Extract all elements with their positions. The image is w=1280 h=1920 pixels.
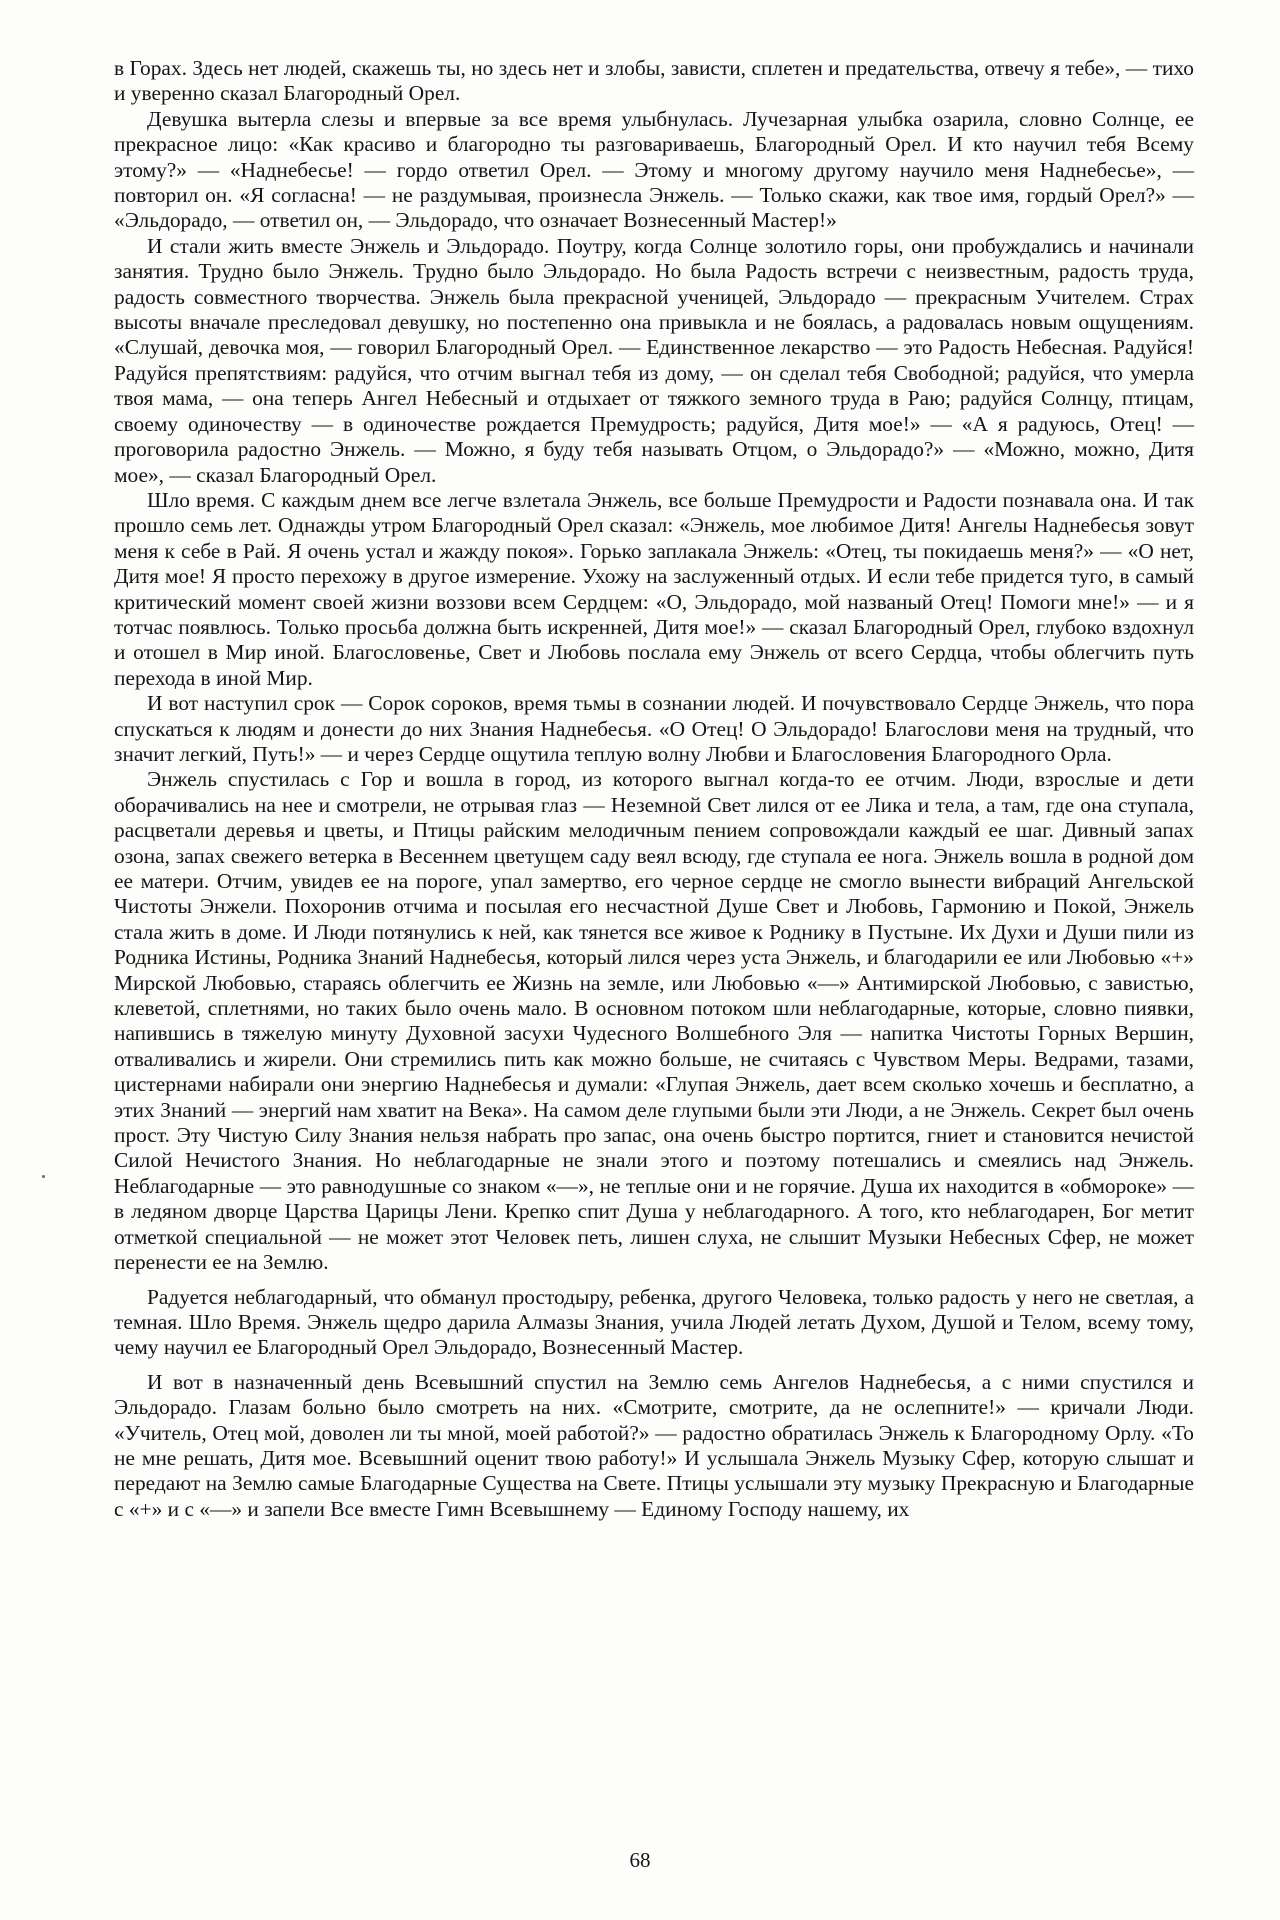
paragraph: И вот наступил срок — Сорок сороков, время тьмы в сознании людей. И почувствовало Сердце Энжель, что пора спускаться к людям и донести до них Знания Наднебесья. «О Отец! О Эльдорадо! Благослови меня на трудный, что значит легкий, Путь!» — и через Сердце ощутила теплую волну Любви и Благословения Благородного Орла. [114,691,1194,766]
paragraph: И стали жить вместе Энжель и Эльдорадо. Поутру, когда Солнце золотило горы, они пробуждались и начинали занятия. Трудно было Энжель. Трудно было Эльдорадо. Но была Радость встречи с неизвестным, радость труда, радость совместного творчества. Энжель была прекрасной ученицей, Эльдорадо — прекрасным Учителем. Страх высоты вначале преследовал девушку, но постепенно она привыкла и не боялась, а радовалась новым ощущениям. «Слушай, девочка моя, — говорил Благородный Орел. — Единственное лекарство — это Радость Небесная. Радуйся! Радуйся препятствиям: радуйся, что отчим выгнал тебя из дому, — он сделал тебя Свободной; радуйся, что умерла твоя мама, — она теперь Ангел Небесный и отдыхает от тяжкого земного труда в Раю; радуйся Солнцу, птицам, своему одиночеству — в одиночестве рождается Премудрость; радуйся, Дитя мое!» — «А я радуюсь, Отец! — проговорила радостно Энжель. — Можно, я буду тебя называть Отцом, о Эльдорадо?» — «Можно, можно, Дитя мое», — сказал Благородный Орел. [114,233,1194,487]
paragraph: Радуется неблагодарный, что обманул простодыру, ребенка, другого Человека, только радость у него не светлая, а темная. Шло Время. Энжель щедро дарила Алмазы Знания, учила Людей летать Духом, Душой и Телом, всему тому, чему научил ее Благородный Орел Эльдорадо, Вознесенный Мастер. [114,1284,1194,1360]
body-text [114,56,1194,1522]
paragraph: И вот в назначенный день Всевышний спустил на Землю семь Ангелов Наднебесья, а с ними спустился и Эльдорадо. Глазам больно было смотреть на них. «Смотрите, смотрите, да не ослепните!» — кричали Люди. «Учитель, Отец мой, доволен ли ты мной, моей работой?» — радостно обратилась Энжель к Благородному Орлу. «То не мне решать, Дитя мое. Всевышний оценит твою работу!» И услышала Энжель Музыку Сфер, которую слышат и передают на Землю самые Благодарные Существа на Свете. Птицы услышали эту музыку Прекрасную и Благодарные с «+» и с «—» и запели Все вместе Гимн Всевышнему — Единому Господу нашему, их [114,1369,1194,1521]
paragraph: Шло время. С каждым днем все легче взлетала Энжель, все больше Премудрости и Радости познавала она. И так прошло семь лет. Однажды утром Благородный Орел сказал: «Энжель, мое любимое Дитя! Ангелы Наднебесья зовут меня к себе в Рай. Я очень устал и жажду покоя». Горько заплакала Энжель: «Отец, ты покидаешь меня?» — «О нет, Дитя мое! Я просто перехожу в другое измерение. Ухожу на заслуженный отдых. И если тебе придется туго, в самый критический момент своей жизни воззови всем Сердцем: «О, Эльдорадо, мой названый Отец! Помоги мне!» — и я тотчас появлюсь. Только просьба должна быть искренней, Дитя мое!» — сказал Благородный Орел, глубоко вздохнул и отошел в Мир иной. Благословенье, Свет и Любовь послала ему Энжель от всего Сердца, чтобы облегчить путь перехода в иной Мир. [114,487,1194,690]
scan-speck [42,1175,45,1178]
paragraph: Девушка вытерла слезы и впервые за все время улыбнулась. Лучезарная улыбка озарила, словно Солнце, ее прекрасное лицо: «Как красиво и благородно ты разговариваешь, Благородный Орел. И кто научил тебя Всему этому?» — «Наднебесье! — гордо ответил Орел. — Этому и многому другому научило меня Наднебесье», — повторил он. «Я согласна! — не раздумывая, произнесла Энжель. — Только скажи, как твое имя, гордый Орел?» — «Эльдорадо, — ответил он, — Эльдорадо, что означает Вознесенный Мастер!» [114,106,1194,233]
paragraph: в Горах. Здесь нет людей, скажешь ты, но здесь нет и злобы, зависти, сплетен и предательства, отвечу я тебе», — тихо и уверенно сказал Благородный Орел. [114,56,1194,106]
page-number: 68 [629,1848,651,1872]
paragraph: Энжель спустилась с Гор и вошла в город, из которого выгнал когда-то ее отчим. Люди, взрослые и дети оборачивались на нее и смотрели, не отрывая глаз — Неземной Свет лился от ее Лика и тела, а там, где она ступала, расцветали деревья и цветы, и Птицы райским мелодичным пением сопровождали каждый ее шаг. Дивный запах озона, запах свежего ветерка в Весеннем цветущем саду веял всюду, где ступала ее нога. Энжель вошла в родной дом ее матери. Отчим, увидев ее на пороге, упал замертво, его черное сердце не смогло вынести вибраций Ангельской Чистоты Энжели. Похоронив отчима и посылая его несчастной Душе Свет и Любовь, Гармонию и Покой, Энжель стала жить в доме. И Люди потянулись к ней, как тянется все живое к Роднику в Пустыне. Их Духи и Души пили из Родника Истины, Родника Знаний Наднебесья, который лился через уста Энжель, и благодарили ее или Любовью «+» Мирской Любовью, стараясь облегчить ее Жизнь на земле, или Любовью «—» Антимирской Любовью, с завистью, клеветой, сплетнями, но таких было очень мало. В основном потоком шли неблагодарные, которые, словно пиявки, напившись в тяжелую минуту Духовной засухи Чудесного Волшебного Эля — напитка Чистоты Горных Вершин, отваливались и жирели. Они стремились пить как можно больше, не считаясь с Чувством Меры. Ведрами, тазами, цистернами набирали они энергию Наднебесья и думали: «Глупая Энжель, дает всем сколько хочешь и бесплатно, а этих Знаний — энергий нам хватит на Века». На самом деле глупыми были эти Люди, а не Энжель. Секрет был очень прост. Эту Чистую Силу Знания нельзя набрать про запас, она очень быстро портится, гниет и становится нечистой Силой Нечистого Знания. Но неблагодарные не знали этого и поэтому потешались и смеялись над Энжель. Неблагодарные — это равнодушные со знаком «—», не теплые они и не горячие. Душа их находится в «обмороке» — в ледяном дворце Царства Царицы Лени. Крепко спит Душа у неблагодарного. А того, кто неблагодарен, Бог метит отметкой специальной — не может этот Человек петь, лишен слуха, не слышит Музыки Небесных Сфер, не может перенести ее на Землю. [114,767,1194,1275]
